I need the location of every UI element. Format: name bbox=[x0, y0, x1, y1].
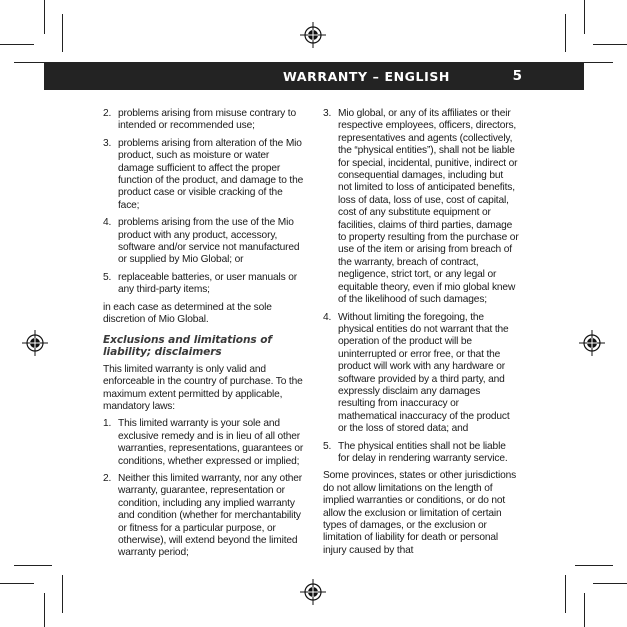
list-number: 4. bbox=[323, 311, 332, 323]
page-number: 5 bbox=[512, 68, 522, 84]
section-heading: Exclusions and limitations of liability; disclaimers bbox=[103, 333, 272, 359]
paragraph: in each case as determined at the sole discretion of Mio Global. bbox=[103, 301, 272, 326]
right-column bbox=[323, 108, 519, 562]
paragraph: Some provinces, states or other jurisdictions do not allow limitations on the length of implied warranties or conditions, or do not allow the exclusion or limitation of certain types of damages, or the exclusion or limitation of liability for death or personal injury caused by that bbox=[323, 470, 517, 556]
header-title: WARRANTY – ENGLISH bbox=[283, 69, 450, 84]
page-header bbox=[44, 62, 584, 90]
left-column bbox=[103, 108, 306, 565]
registration-mark-icon bbox=[579, 330, 605, 356]
list-item bbox=[103, 418, 306, 468]
list-item-text: This limited warranty is your sole and exclusive remedy and is in lieu of all other warranties, representations, guarantees or conditions, whether expressed or implied; bbox=[118, 418, 304, 467]
registration-mark-icon bbox=[22, 330, 48, 356]
crop-mark bbox=[44, 593, 45, 627]
list-item bbox=[103, 272, 306, 297]
crop-mark bbox=[0, 583, 34, 584]
list-item bbox=[103, 138, 306, 212]
list-item-text: The physical entities shall not be liable for delay in rendering warranty service. bbox=[338, 440, 508, 464]
registration-mark-icon bbox=[300, 22, 326, 48]
list-number: 5. bbox=[323, 440, 332, 452]
list-item-text: problems arising from the use of the Mio product with any product, accessory, software and/or service not manufactured or supplied by Mio Global; or bbox=[118, 217, 300, 266]
crop-mark bbox=[575, 565, 613, 566]
list-item bbox=[323, 108, 519, 307]
paragraph: This limited warranty is only valid and enforceable in the country of purchase. To the maximum extent permitted by applicable, mandatory laws: bbox=[103, 363, 303, 412]
list-item-text: Neither this limited warranty, nor any other warranty, guarantee, representation or condition, including any implied warranty and condition (whether for merchantability or fitness for a particular purpose, or otherwise), will extend beyond the limited warranty period; bbox=[118, 472, 303, 559]
crop-mark bbox=[565, 14, 566, 52]
list-number: 2. bbox=[103, 108, 112, 119]
list-item-text: Without limiting the foregoing, the physical entities do not warrant that the operation of the product will be uninterrupted or error free, or that the product will work with any hardware or software provided by a third party, and expressly disclaim any damages resulting from inaccuracy or mathematical inaccuracy of the product or the loss of stored data; and bbox=[338, 311, 510, 435]
list-item-text: problems arising from misuse contrary to intended or recommended use; bbox=[118, 108, 297, 132]
crop-mark bbox=[565, 575, 566, 613]
list-item-text: Mio global, or any of its affiliates or their respective employees, officers, directors, representatives and agents (collectively, the “physical entities”), shall not be liable for special, incidental, punitive, indirect or consequential damages, including but not limited to loss of anticipated benefits, loss of data, loss of use, cost of capital, cost of any substitute equipment or facilities, claims of third parties, damage to property resulting from the purchase or use of the item or arising from breach of the warranty, breach of contract, negligence, strict tort, or any legal or equitable theory, even if mio global knew of the likelihood of such damages; bbox=[338, 108, 519, 306]
crop-mark bbox=[44, 0, 45, 34]
crop-mark bbox=[584, 0, 585, 34]
list-number: 4. bbox=[103, 217, 112, 229]
list-number: 3. bbox=[103, 137, 112, 149]
crop-mark bbox=[584, 593, 585, 627]
list-number: 5. bbox=[103, 271, 112, 283]
crop-mark bbox=[0, 44, 34, 45]
crop-mark bbox=[593, 583, 627, 584]
list-number: 2. bbox=[103, 472, 112, 484]
list-number: 3. bbox=[323, 108, 332, 119]
crop-mark bbox=[14, 565, 52, 566]
registration-mark-icon bbox=[300, 579, 326, 605]
list-item bbox=[323, 441, 519, 466]
list-item bbox=[103, 217, 306, 267]
list-item-text: replaceable batteries, or user manuals or any third-party items; bbox=[118, 271, 298, 296]
list-number: 1. bbox=[103, 418, 112, 430]
list-item-text: problems arising from alteration of the Mio product, such as moisture or water damage sufficient to affect the proper function of the product, and damage to the product case or visible cracking of the face; bbox=[118, 137, 304, 211]
crop-mark bbox=[62, 575, 63, 613]
crop-mark bbox=[62, 14, 63, 52]
list-item bbox=[103, 473, 306, 560]
list-item bbox=[323, 312, 519, 436]
crop-mark bbox=[593, 44, 627, 45]
list-item bbox=[103, 108, 306, 133]
